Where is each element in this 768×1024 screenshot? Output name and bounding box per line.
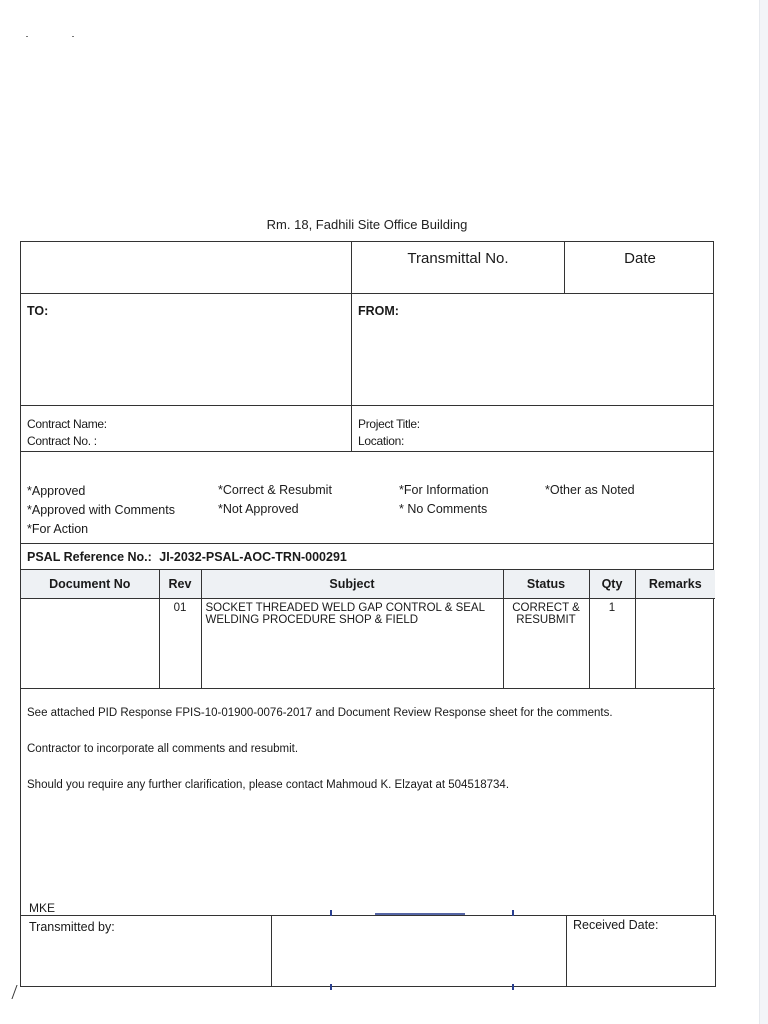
stamp-tick bbox=[330, 910, 332, 916]
column-header-remarks: Remarks bbox=[635, 570, 715, 599]
cell-subject bbox=[201, 599, 503, 689]
transmittal-form bbox=[20, 241, 714, 915]
cell-document-no bbox=[21, 599, 159, 689]
date-label: Date bbox=[624, 250, 656, 267]
stamp-tick bbox=[512, 984, 514, 990]
cell-remarks bbox=[635, 599, 715, 689]
stamp-tick bbox=[512, 910, 514, 916]
comment-line: See attached PID Response FPIS-10-01900-0076-2017 and Document Review Response sheet for the comments. bbox=[27, 707, 613, 719]
reference-number: JI-2032-PSAL-AOC-TRN-000291 bbox=[159, 550, 347, 564]
column-header-qty: Qty bbox=[589, 570, 635, 599]
subject-line: WELDING PROCEDURE SHOP & FIELD bbox=[205, 614, 419, 626]
cell-status bbox=[503, 599, 589, 689]
signature-box bbox=[271, 916, 567, 986]
parties-row bbox=[21, 294, 713, 406]
office-address: Rm. 18, Fadhili Site Office Building bbox=[266, 217, 468, 232]
comment-line: Contractor to incorporate all comments and resubmit. bbox=[27, 743, 299, 755]
option-approved: *Approved bbox=[27, 484, 86, 498]
transmitted-by-label: Transmitted by: bbox=[29, 920, 115, 934]
documents-table bbox=[21, 570, 715, 689]
option-no-comments: * No Comments bbox=[399, 502, 488, 516]
contract-name-label: Contract Name: bbox=[27, 417, 107, 431]
project-title-label: Project Title: bbox=[358, 417, 420, 431]
from-label: FROM: bbox=[358, 304, 399, 318]
status-options-row bbox=[21, 452, 713, 544]
option-not-approved: *Not Approved bbox=[218, 502, 299, 516]
contract-number-label: Contract No. : bbox=[27, 434, 97, 448]
signature-row bbox=[20, 915, 716, 987]
option-for-information: *For Information bbox=[399, 483, 489, 497]
to-label: TO: bbox=[27, 304, 49, 318]
cell-rev: 01 bbox=[159, 599, 201, 689]
scan-speck bbox=[26, 36, 28, 37]
scanned-page-edge bbox=[759, 0, 768, 1024]
transmittal-number-label: Transmittal No. bbox=[351, 242, 565, 293]
option-approved-with-comments: *Approved with Comments bbox=[27, 503, 175, 517]
comment-line: Should you require any further clarification, please contact Mahmoud K. Elzayat at 504518734. bbox=[27, 779, 510, 791]
location-label: Location: bbox=[358, 434, 405, 448]
cell-qty: 1 bbox=[589, 599, 635, 689]
option-for-action: *For Action bbox=[27, 522, 89, 536]
column-header-document-no: Document No bbox=[21, 570, 159, 599]
initials: MKE bbox=[29, 901, 56, 915]
column-header-subject: Subject bbox=[201, 570, 503, 599]
received-date-label: Received Date: bbox=[573, 918, 659, 932]
reference-label: PSAL Reference No.: bbox=[27, 550, 152, 564]
reference-row bbox=[21, 544, 713, 570]
status-line: RESUBMIT bbox=[516, 614, 576, 626]
column-header-rev: Rev bbox=[159, 570, 201, 599]
status-line: CORRECT & bbox=[512, 602, 580, 614]
scan-speck bbox=[72, 36, 74, 37]
column-header-status: Status bbox=[503, 570, 589, 599]
table-row bbox=[21, 599, 715, 689]
option-other-as-noted: *Other as Noted bbox=[545, 483, 635, 497]
stamp-mark bbox=[375, 913, 465, 915]
corner-pen-mark bbox=[11, 985, 27, 999]
stamp-tick bbox=[330, 984, 332, 990]
form-top-row bbox=[21, 242, 713, 294]
comments-section bbox=[21, 689, 713, 915]
option-correct-resubmit: *Correct & Resubmit bbox=[218, 483, 332, 497]
contract-row bbox=[21, 406, 713, 452]
table-header-row bbox=[21, 570, 715, 599]
subject-line: SOCKET THREADED WELD GAP CONTROL & SEAL bbox=[205, 602, 485, 614]
